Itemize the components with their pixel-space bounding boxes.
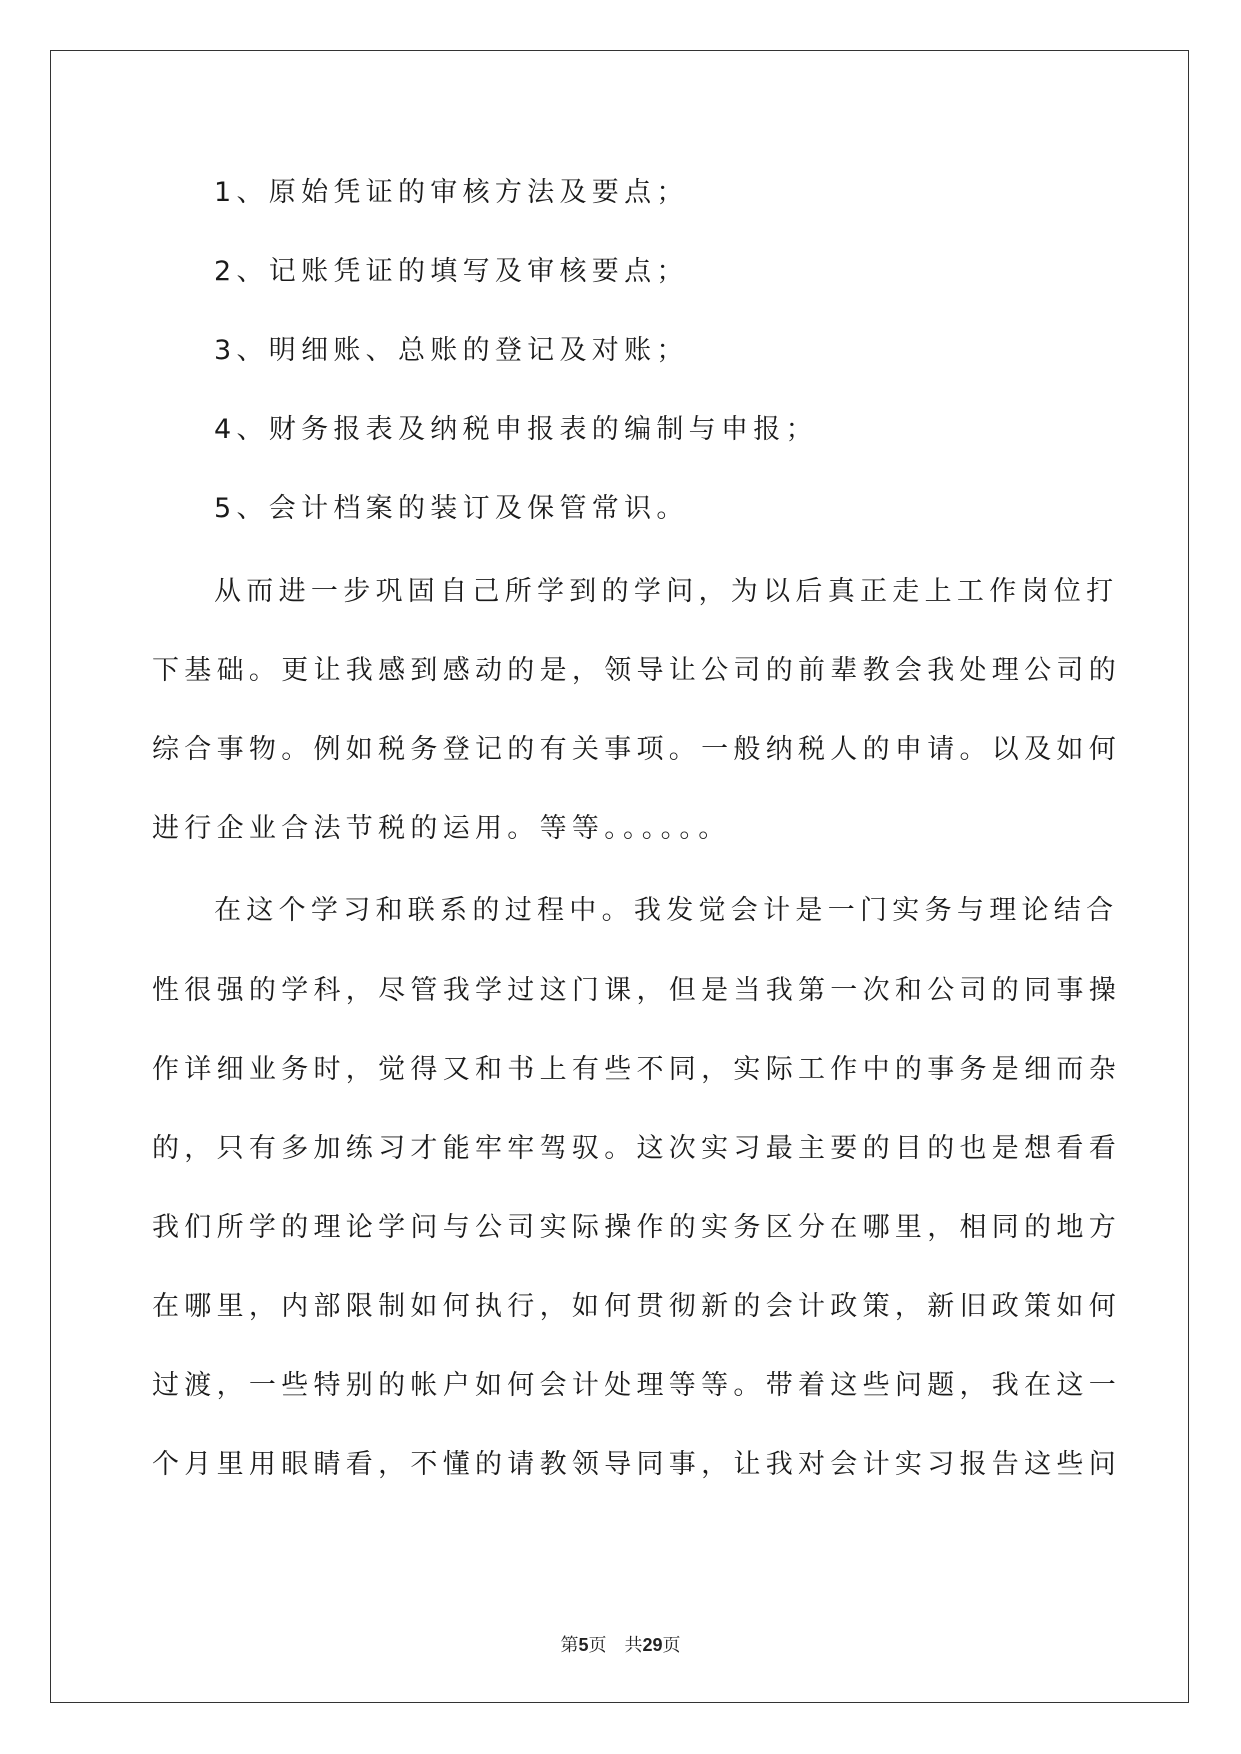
paragraph-line: 我们所学的理论学问与公司实际操作的实务区分在哪里，相同的地方 <box>152 1212 1121 1243</box>
total-page-count: 29 <box>642 1635 663 1655</box>
footer-suffix: 页 <box>662 1635 681 1656</box>
list-item: 5、会计档案的装订及保管常识。 <box>214 493 689 524</box>
paragraph-line: 作详细业务时，觉得又和书上有些不同，实际工作中的事务是细而杂 <box>152 1054 1121 1085</box>
footer-middle: 页 共 <box>588 1635 643 1656</box>
paragraph-line: 过渡，一些特别的帐户如何会计处理等等。带着这些问题，我在这一 <box>152 1370 1121 1401</box>
list-item: 1、原始凭证的审核方法及要点； <box>214 177 689 208</box>
paragraph-line: 在哪里，内部限制如何执行，如何贯彻新的会计政策，新旧政策如何 <box>152 1291 1121 1322</box>
paragraph-line: 下基础。更让我感到感动的是，领导让公司的前辈教会我处理公司的 <box>152 655 1121 686</box>
paragraph-line: 性很强的学科，尽管我学过这门课，但是当我第一次和公司的同事操 <box>152 975 1121 1006</box>
list-item: 2、记账凭证的填写及审核要点； <box>214 256 689 287</box>
paragraph-line: 进行企业合法节税的运用。等等。。。。。。 <box>152 813 731 844</box>
footer-prefix: 第 <box>560 1635 579 1656</box>
list-item: 3、明细账、总账的登记及对账； <box>214 335 689 366</box>
paragraph-line: 综合事物。例如税务登记的有关事项。一般纳税人的申请。以及如何 <box>152 734 1121 765</box>
current-page-number: 5 <box>578 1635 589 1655</box>
paragraph-line: 从而进一步巩固自己所学到的学问，为以后真正走上工作岗位打 <box>214 576 1119 607</box>
list-item: 4、财务报表及纳税申报表的编制与申报； <box>214 414 818 445</box>
paragraph-line: 个月里用眼睛看，不懂的请教领导同事，让我对会计实习报告这些问 <box>152 1449 1121 1480</box>
paragraph-line: 在这个学习和联系的过程中。我发觉会计是一门实务与理论结合 <box>214 895 1119 926</box>
paragraph-line: 的，只有多加练习才能牢牢驾驭。这次实习最主要的目的也是想看看 <box>152 1133 1121 1164</box>
page-footer <box>0 1631 1241 1657</box>
